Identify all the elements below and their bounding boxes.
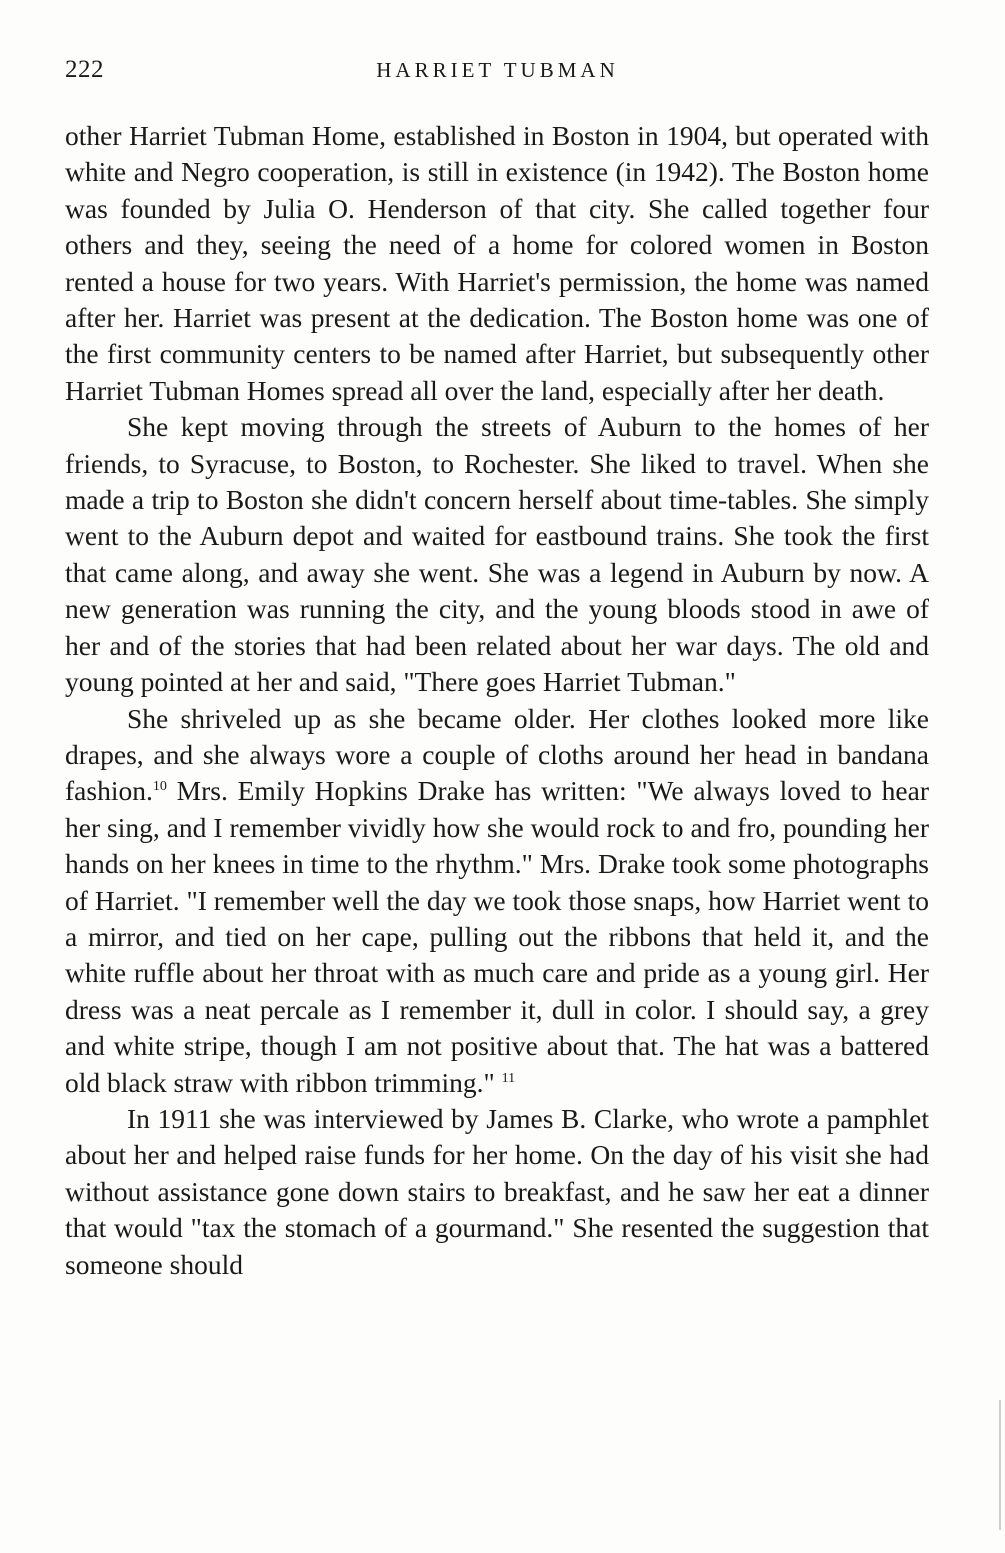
paragraph-1: other Harriet Tubman Home, established in Boston in 1904, but operated with white and Negro cooperation, is still in existence (in 1942). The Boston home was founded by Julia O. Henderson of that city. She called together four others and they, seeing the need of a home for colored women in Boston rented a house for two years. With Harriet's permission, the home was named after her. Harriet was present at the dedication. The Boston home was one of the first community centers to be named after Harriet, but subsequently other Harriet Tubman Homes spread all over the land, especially after her death.	[65, 120, 929, 406]
footnote-ref-10: 10	[152, 779, 167, 795]
paragraph-3-text-a: She shriveled up as she became older. Her clothes looked more like drapes, and she always wore a couple of cloths around her head in bandana fashion.	[65, 702, 929, 807]
paragraph-2: She kept moving through the streets of Auburn to the homes of her friends, to Syracuse, to Boston, to Rochester. She liked to travel. When she made a trip to Boston she didn't concern herself about time-tables. She simply went to the Auburn depot and waited for eastbound trains. She took the first that came along, and away she went. She was a legend in Auburn by now. A new generation was running the city, and the young bloods stood in awe of her and of the stories that had been related about her war days. The old and young pointed at her and said, "There goes Harriet Tubman."	[65, 411, 929, 698]
body-text	[65, 118, 929, 1283]
page-number: 222	[65, 56, 104, 83]
paragraph-3	[65, 701, 929, 1101]
page-edge-mark	[999, 1400, 1001, 1530]
page-header	[65, 56, 930, 90]
paragraph-3-text-b: Mrs. Emily Hopkins Drake has written: "We always loved to hear her sing, and I remember vividly how she would rock to and fro, pounding her hands on her knees in time to the rhythm." Mrs. Drake took some photographs of Harriet. "I remember well the day we took those snaps, how Harriet went to a mirror, and tied on her cape, pulling out the ribbons that held it, and the white ruffle about her throat with as much care and pride as a young girl. Her dress was a neat percale as I remember it, dull in color. I should say, a grey and white stripe, though I am not positive about that. The hat was a battered old black straw with ribbon trimming."	[65, 775, 929, 1098]
footnote-ref-11: 11	[501, 1070, 516, 1086]
paragraph-4: In 1911 she was interviewed by James B. Clarke, who wrote a pamphlet about her and helped raise funds for her home. On the day of his visit she had without assistance gone down stairs to breakfast, and he saw her eat a dinner that would "tax the stomach of a gourmand." She resented the suggestion that someone should	[65, 1102, 929, 1280]
running-head: HARRIET TUBMAN	[376, 58, 619, 82]
